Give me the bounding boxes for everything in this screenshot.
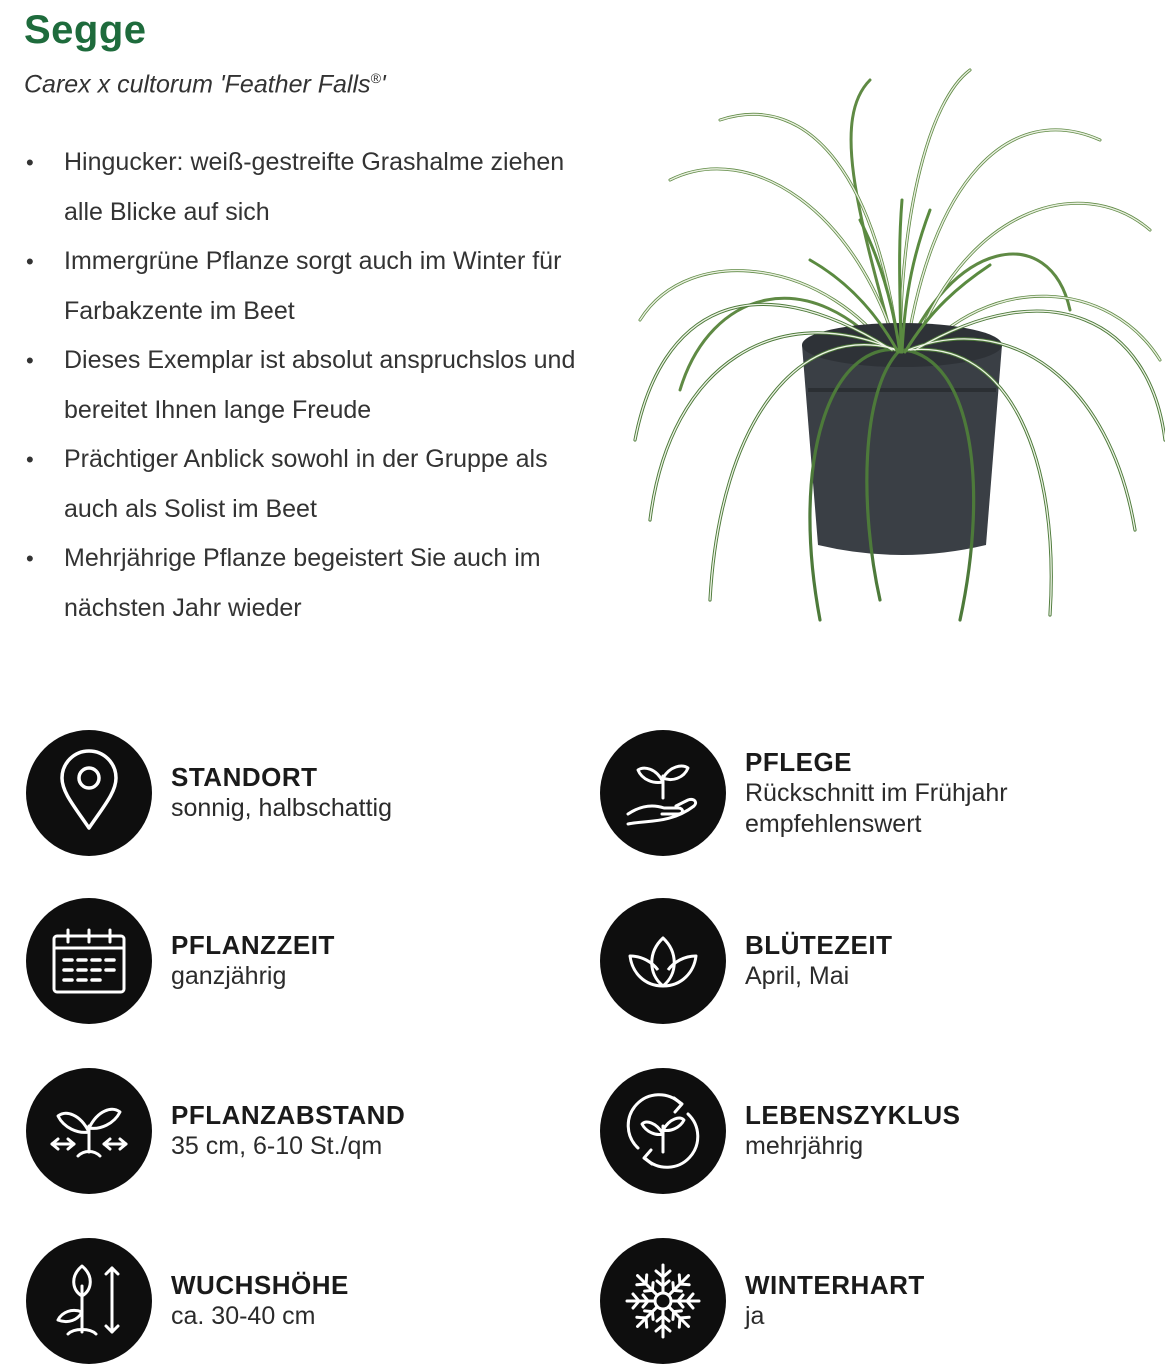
bullet-dot: •	[26, 249, 34, 274]
bullet-dot: •	[26, 150, 34, 175]
feature-label: PFLANZZEIT	[171, 930, 335, 960]
hand-seedling-icon	[600, 730, 726, 856]
botanical-name	[24, 70, 386, 99]
feature-label: BLÜTEZEIT	[745, 930, 893, 960]
feature-winterhart	[600, 1238, 1160, 1368]
bullet-item	[22, 534, 582, 633]
bullet-item	[22, 237, 582, 336]
location-pin-icon	[26, 730, 152, 856]
bullet-dot: •	[26, 546, 34, 571]
feature-label: WINTERHART	[745, 1270, 925, 1300]
feature-bluetezeit	[600, 898, 1160, 1028]
feature-label: STANDORT	[171, 762, 318, 792]
feature-value: 35 cm, 6-10 St./qm	[171, 1132, 383, 1160]
botanical-name-end: '	[380, 70, 386, 99]
feature-pflege	[600, 730, 1160, 860]
botanical-name-text: Carex x cultorum 'Feather Falls	[24, 70, 371, 99]
registered-mark: ®	[370, 70, 381, 86]
feature-label: LEBENSZYKLUS	[745, 1100, 961, 1130]
calendar-icon	[26, 898, 152, 1024]
feature-value: ja	[745, 1302, 765, 1330]
bullet-text: Prächtiger Anblick sowohl in der Gruppe als auch als Solist im Beet	[64, 445, 548, 523]
bullet-text: Hingucker: weiß-gestreifte Grashalme ziehen alle Blicke auf sich	[64, 148, 565, 226]
feature-value: mehrjährig	[745, 1132, 864, 1160]
bullet-text: Immergrüne Pflanze sorgt auch im Winter für Farbakzente im Beet	[64, 247, 562, 325]
bullet-text: Mehrjährige Pflanze begeistert Sie auch im nächsten Jahr wieder	[64, 544, 541, 622]
feature-standort	[26, 730, 586, 860]
bullet-dot: •	[26, 348, 34, 373]
page-title: Segge	[24, 8, 147, 52]
feature-value: ganzjährig	[171, 962, 287, 990]
feature-pflanzzeit	[26, 898, 586, 1028]
cycle-seedling-icon	[600, 1068, 726, 1194]
feature-lebenszyklus	[600, 1068, 1160, 1198]
feature-value: April, Mai	[745, 962, 850, 990]
feature-pflanzabstand	[26, 1068, 586, 1198]
spacing-seedling-icon	[26, 1068, 152, 1194]
bullet-item	[22, 138, 582, 237]
feature-value: sonnig, halbschattig	[171, 794, 392, 822]
feature-wuchshoehe	[26, 1238, 586, 1368]
snowflake-icon	[600, 1238, 726, 1364]
product-plant-image	[630, 60, 1165, 622]
feature-label: WUCHSHÖHE	[171, 1270, 349, 1300]
bullet-item	[22, 435, 582, 534]
feature-value: Rückschnitt im Frühjahr empfehlenswert	[745, 778, 1008, 838]
feature-bullet-list	[22, 138, 582, 633]
feature-value: ca. 30-40 cm	[171, 1302, 316, 1330]
feature-label: PFLANZABSTAND	[171, 1100, 406, 1130]
height-plant-icon	[26, 1238, 152, 1364]
bullet-dot: •	[26, 447, 34, 472]
bullet-text: Dieses Exemplar ist absolut anspruchslos und bereitet Ihnen lange Freude	[64, 346, 576, 424]
feature-label: PFLEGE	[745, 746, 853, 777]
lotus-flower-icon	[600, 898, 726, 1024]
bullet-item	[22, 336, 582, 435]
